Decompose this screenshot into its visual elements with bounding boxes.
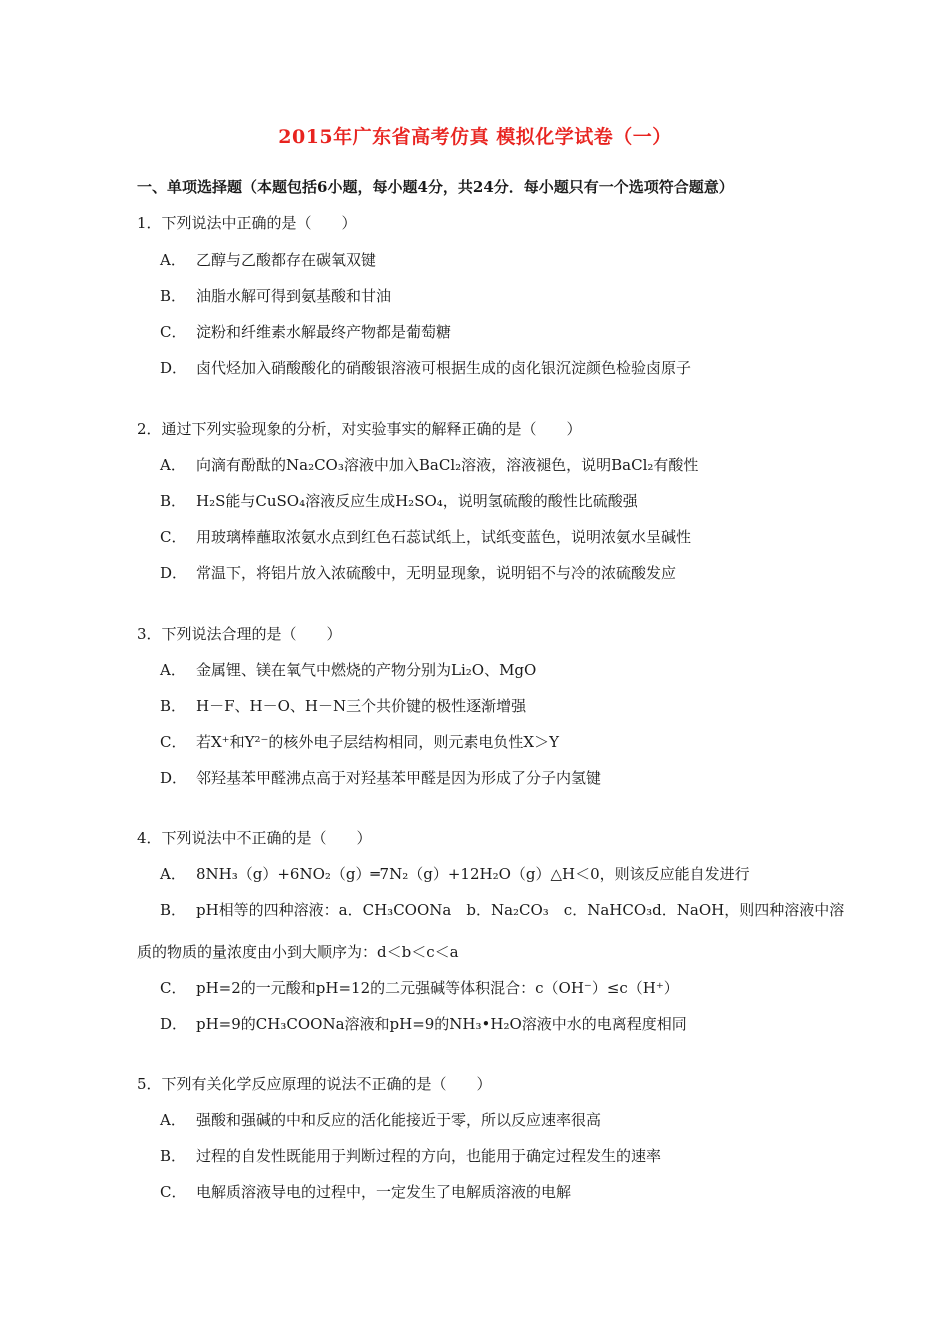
question-1-option-d: D． 卤代烃加入硝酸酸化的硝酸银溶液可根据生成的卤化银沉淀颜色检验卤原子 (160, 359, 692, 377)
page-title: 2015年广东省高考仿真 模拟化学试卷（一） (278, 126, 672, 148)
question-1-option-c: C． 淀粉和纤维素水解最终产物都是葡萄糖 (160, 323, 452, 341)
question-4-option-d: D． pH=9的CH₃COONa溶液和pH=9的NH₃•H₂O溶液中水的电离程度相同 (160, 1015, 687, 1033)
question-1-option-a: A． 乙醇与乙酸都存在碳氧双键 (160, 251, 377, 269)
question-2-option-a: A． 向滴有酚酞的Na₂CO₃溶液中加入BaCl₂溶液，溶液褪色，说明BaCl₂有酸性 (160, 456, 699, 474)
question-5-option-c: C． 电解质溶液导电的过程中，一定发生了电解质溶液的电解 (160, 1183, 572, 1201)
question-2-option-d: D． 常温下，将铝片放入浓硫酸中，无明显现象，说明铝不与冷的浓硫酸发应 (160, 564, 677, 582)
question-1-stem: 1．下列说法中正确的是（ ） (137, 214, 357, 232)
question-3-option-b: B． H－F、H－O、H－N三个共价键的极性逐渐增强 (160, 697, 527, 715)
question-4-option-b: B． pH相等的四种溶液：a．CH₃COONa b．Na₂CO₃ c．NaHCO₃d．NaOH，则四种溶液中溶 (160, 901, 845, 919)
question-3-option-c: C． 若X⁺和Y²⁻的核外电子层结构相同，则元素电负性X＞Y (160, 733, 560, 751)
question-3-stem: 3．下列说法合理的是（ ） (137, 625, 342, 643)
question-2-option-c: C． 用玻璃棒蘸取浓氨水点到红色石蕊试纸上，试纸变蓝色，说明浓氨水呈碱性 (160, 528, 692, 546)
question-4-stem: 4．下列说法中不正确的是（ ） (137, 829, 372, 847)
question-1-option-b: B． 油脂水解可得到氨基酸和甘油 (160, 287, 392, 305)
question-5-stem: 5．下列有关化学反应原理的说法不正确的是（ ） (137, 1075, 492, 1093)
question-2-option-b: B． H₂S能与CuSO₄溶液反应生成H₂SO₄，说明氢硫酸的酸性比硫酸强 (160, 492, 638, 510)
question-5-option-b: B． 过程的自发性既能用于判断过程的方向，也能用于确定过程发生的速率 (160, 1147, 662, 1165)
section-heading: 一、单项选择题（本题包括6小题，每小题4分，共24分．每小题只有一个选项符合题意） (137, 178, 734, 196)
question-4-option-b-continuation: 质的物质的量浓度由小到大顺序为：d＜b＜c＜a (137, 943, 459, 961)
question-5-option-a: A． 强酸和强碱的中和反应的活化能接近于零，所以反应速率很高 (160, 1111, 602, 1129)
question-4-option-a: A． 8NH₃（g）+6NO₂（g）═7N₂（g）+12H₂O（g）△H＜0，则该反应能自发进行 (160, 865, 750, 883)
question-3-option-a: A． 金属锂、镁在氧气中燃烧的产物分别为Li₂O、MgO (160, 661, 537, 679)
question-2-stem: 2．通过下列实验现象的分析，对实验事实的解释正确的是（ ） (137, 420, 582, 438)
question-4-option-c: C． pH=2的一元酸和pH=12的二元强碱等体积混合：c（OH⁻）≤c（H⁺） (160, 979, 679, 997)
question-3-option-d: D． 邻羟基苯甲醛沸点高于对羟基苯甲醛是因为形成了分子内氢键 (160, 769, 602, 787)
